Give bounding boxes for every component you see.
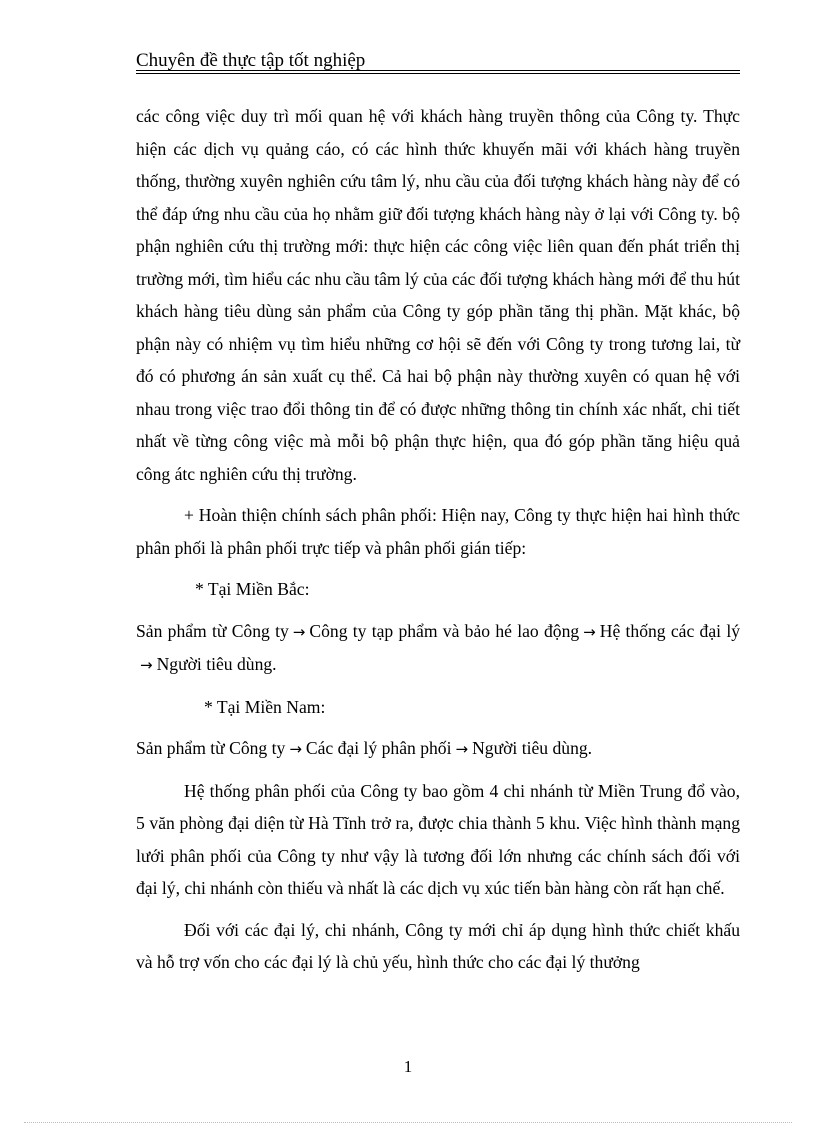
document-body: [136, 100, 740, 979]
paragraph-research-departments: các công việc duy trì mối quan hệ với khách hàng truyền thông của Công ty. Thực hiện các dịch vụ quảng cáo, có các hình thức khuyến mãi với khách hàng truyền thống, thường xuyên nghiên cứu tâm lý, nhu cầu của đối tượng khách hàng này để có thể đáp ứng nhu cầu của họ nhằm giữ đối tượng khách hàng này ở lại với Công ty. bộ phận nghiên cứu thị trường mới: thực hiện các công việc liên quan đến phát triển thị trường mới, tìm hiểu các nhu cầu tâm lý của các đối tượng khách hàng mới để thu hút khách hàng tiêu dùng sản phẩm của Công ty góp phần tăng thị phần. Mặt khác, bộ phận này có nhiệm vụ tìm hiểu những cơ hội sẽ đến với Công ty trong tương lai, từ đó có phương án sản xuất cụ thể. Cả hai bộ phận này thường xuyên có quan hệ với nhau trong việc trao đổi thông tin để có được những thông tin chính xác nhất, chi tiết nhất về từng công việc mà mỗi bộ phận thực hiện, qua đó góp phần tăng hiệu quả công átc nghiên cứu thị trường.: [136, 106, 740, 484]
flow-step: Sản phẩm từ Công ty: [136, 620, 289, 641]
paragraph-distribution-network: Hệ thống phân phối của Công ty bao gồm 4 chi nhánh từ Miền Trung đổ vào, 5 văn phòng đại diện từ Hà Tĩnh trở ra, được chia thành 5 khu. Việc hình thành mạng lưới phân phối của Công ty như vậy là tương đối lớn nhưng các chính sách đối với đại lý, chi nhánh còn thiếu và nhất là các dịch vụ xúc tiến bàn hàng còn rất hạn chế.: [136, 780, 740, 898]
page-header-title: Chuyên đề thực tập tốt nghiệp: [136, 50, 366, 71]
paragraph-agent-policy: Đối với các đại lý, chi nhánh, Công ty mới chỉ áp dụng hình thức chiết khấu và hỗ trợ vốn cho các đại lý là chủ yếu, hình thức cho các đại lý thưởng: [136, 919, 740, 972]
flow-step: Công ty tạp phẩm và bảo hé lao động: [309, 620, 580, 641]
arrow-right-icon: →: [583, 622, 596, 641]
paragraph-distribution-policy: + Hoàn thiện chính sách phân phối: Hiện nay, Công ty thực hiện hai hình thức phân phối là phân phối trực tiếp và phân phối gián tiếp:: [136, 505, 740, 558]
flow-step: Sản phẩm từ Công ty: [136, 738, 286, 758]
arrow-right-icon: →: [140, 656, 153, 674]
flow-step: Hệ thống các đại lý: [599, 620, 741, 641]
page-number: 1: [403, 1057, 413, 1076]
arrow-right-icon: →: [292, 622, 306, 641]
flow-step: Các đại lý phân phối: [305, 738, 452, 758]
arrow-right-icon: →: [455, 740, 469, 758]
south-region-heading: * Tại Miền Nam:: [204, 696, 326, 717]
header-rule-bottom: [136, 73, 740, 74]
north-distribution-flow: [136, 615, 740, 682]
header-rule-top: [136, 70, 740, 71]
flow-step: Người tiêu dùng.: [156, 654, 277, 674]
arrow-right-icon: →: [289, 740, 302, 758]
flow-step: Người tiêu dùng.: [472, 738, 593, 758]
north-region-heading: * Tại Miền Bắc:: [195, 579, 310, 599]
south-distribution-flow: [136, 732, 740, 766]
